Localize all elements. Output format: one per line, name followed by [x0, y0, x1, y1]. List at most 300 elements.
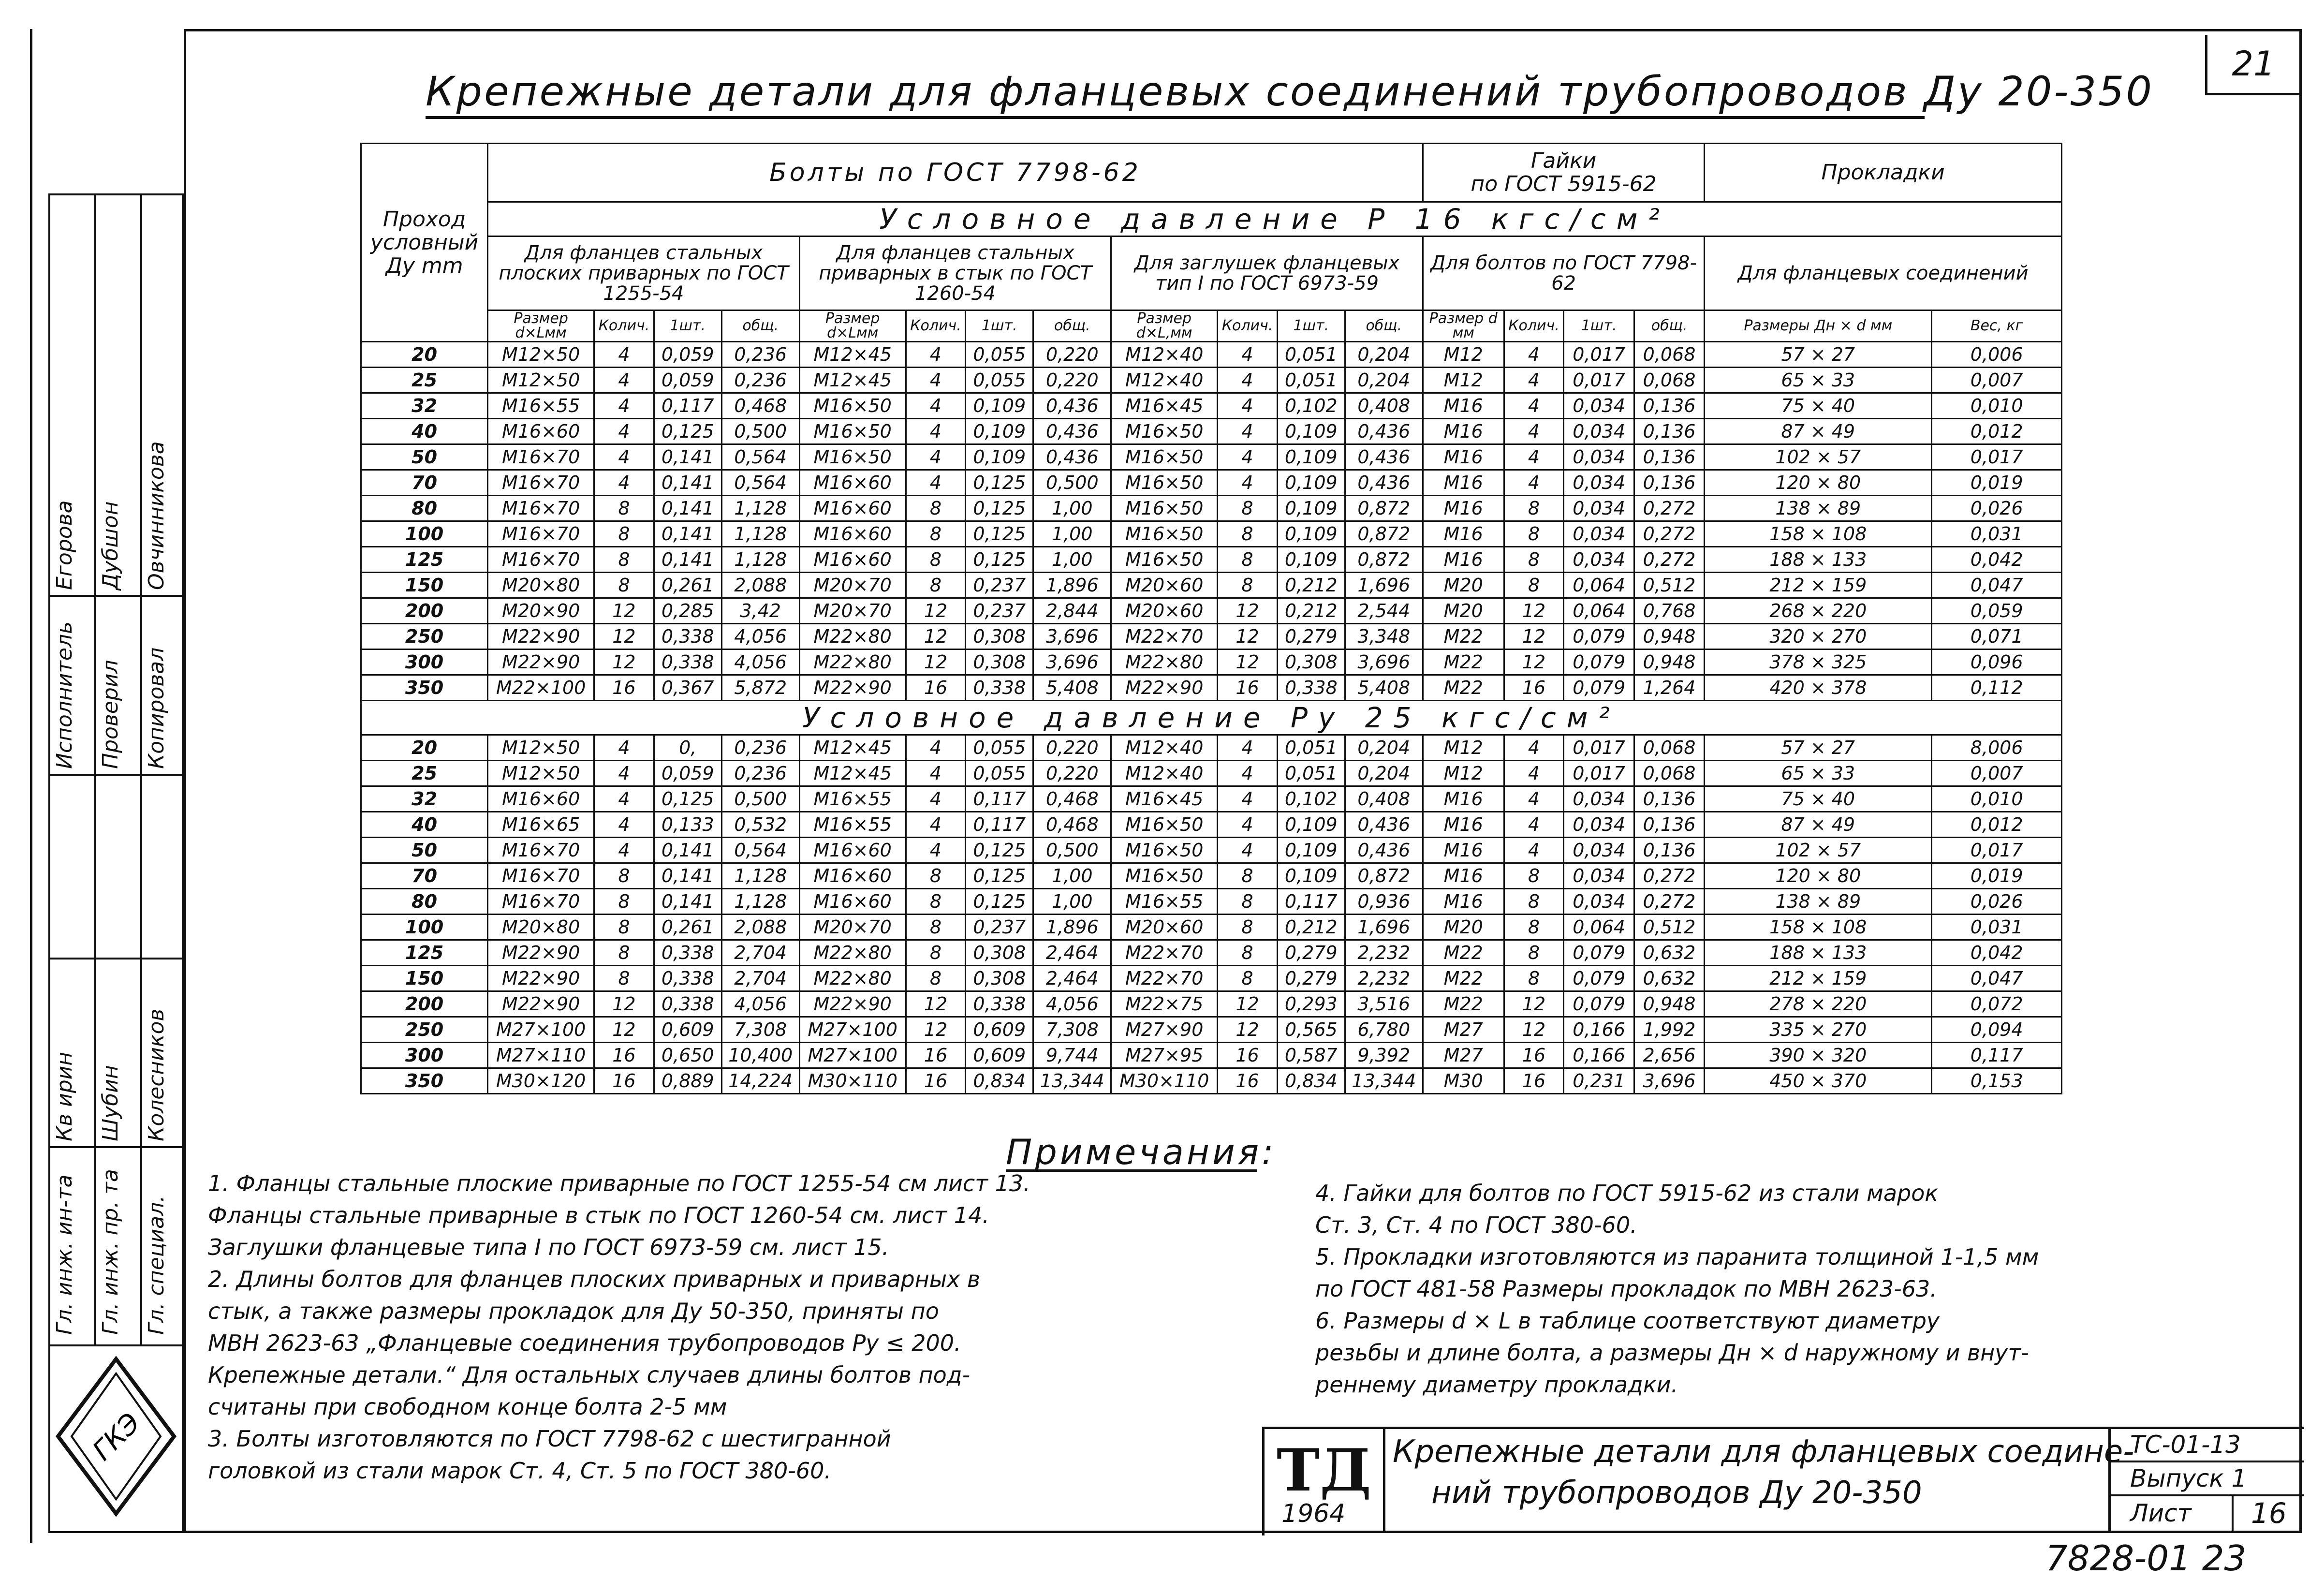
table-cell: 0,500	[721, 786, 799, 812]
table-cell: M16×50	[1111, 470, 1218, 496]
table-cell: 0,019	[1932, 863, 2062, 889]
table-cell: M16×50	[1111, 496, 1218, 521]
year: 1964	[1281, 1499, 1346, 1528]
table-cell: 1,896	[1033, 573, 1111, 598]
table-row	[361, 838, 2062, 863]
table-cell: 300	[361, 1043, 488, 1068]
stamp-role: Проверил	[98, 660, 123, 769]
table-cell: 0,872	[1345, 521, 1423, 547]
table-cell: 3,696	[1345, 649, 1423, 675]
table-cell: 200	[361, 598, 488, 624]
table-cell: 0,017	[1564, 761, 1634, 786]
table-cell: M22×80	[1111, 649, 1218, 675]
table-cell: 13,344	[1033, 1068, 1111, 1094]
table-cell: 4	[906, 393, 966, 419]
table-cell: 4	[1504, 786, 1564, 812]
table-row	[361, 991, 2062, 1017]
table-cell: 0,308	[966, 624, 1033, 649]
table-cell: 0,117	[1932, 1043, 2062, 1068]
table-cell: 0,109	[1277, 812, 1345, 838]
table-cell: 4	[594, 838, 654, 863]
table-cell: 16	[1504, 1043, 1564, 1068]
sheet-number: 21	[2205, 35, 2299, 95]
table-cell: 8	[594, 940, 654, 966]
table-row	[361, 496, 2062, 521]
table-cell: 12	[906, 624, 966, 649]
note-line: реннему диаметру прокладки.	[1315, 1372, 1678, 1398]
table-cell: 0,632	[1634, 966, 1704, 991]
table-cell: 0,338	[654, 649, 721, 675]
table-cell: 1,00	[1033, 863, 1111, 889]
table-cell: 0,068	[1634, 368, 1704, 393]
table-cell: 4	[1504, 419, 1564, 444]
table-cell: 16	[1504, 675, 1564, 701]
table-cell: 4	[906, 470, 966, 496]
table-cell: 4	[1218, 444, 1278, 470]
table-cell: 16	[906, 675, 966, 701]
table-cell: M16	[1423, 444, 1504, 470]
table-cell: 102 × 57	[1705, 838, 1932, 863]
table-cell: 0,338	[966, 675, 1033, 701]
sheet-num: 16	[2251, 1497, 2287, 1530]
table-cell: 0,500	[721, 419, 799, 444]
table-cell: 0,071	[1932, 624, 2062, 649]
table-cell: M22×80	[799, 624, 906, 649]
table-row	[361, 863, 2062, 889]
table-cell: 12	[1504, 991, 1564, 1017]
table-cell: 0,408	[1345, 786, 1423, 812]
table-cell: 12	[1218, 991, 1278, 1017]
table-cell: 0,007	[1932, 761, 2062, 786]
table-row	[361, 1017, 2062, 1043]
table-cell: M12	[1423, 342, 1504, 368]
table-cell: 5,408	[1033, 675, 1111, 701]
table-cell: 0,034	[1564, 444, 1634, 470]
table-cell: 0,012	[1932, 419, 2062, 444]
table-cell: 40	[361, 812, 488, 838]
table-cell: 4	[594, 342, 654, 368]
table-cell: 0,019	[1932, 470, 2062, 496]
table-cell: 4	[594, 368, 654, 393]
table-cell: M16×60	[799, 470, 906, 496]
table-cell: M20×60	[1111, 573, 1218, 598]
table-cell: 65 × 33	[1705, 368, 1932, 393]
table-cell: M30×120	[488, 1068, 594, 1094]
table-cell: 8	[1504, 915, 1564, 940]
table-cell: 212 × 159	[1705, 573, 1932, 598]
table-cell: 2,232	[1345, 940, 1423, 966]
table-cell: 8	[1504, 966, 1564, 991]
table-cell: 0,308	[966, 649, 1033, 675]
weight-pc-col-header: 1шт.	[1277, 310, 1345, 342]
table-cell: M16×60	[488, 419, 594, 444]
table-cell: 0,094	[1932, 1017, 2062, 1043]
table-cell: 4	[906, 812, 966, 838]
table-cell: 0,136	[1634, 470, 1704, 496]
table-cell: 0,136	[1634, 812, 1704, 838]
table-cell: 75 × 40	[1705, 786, 1932, 812]
table-cell: M30	[1423, 1068, 1504, 1094]
table-cell: 0,034	[1564, 470, 1634, 496]
note-line: Заглушки фланцевые типа I по ГОСТ 6973-59 см. лист 15.	[208, 1234, 889, 1260]
table-row	[361, 940, 2062, 966]
table-cell: 0,125	[966, 470, 1033, 496]
table-cell: M16×50	[1111, 547, 1218, 573]
table-cell: 0,261	[654, 915, 721, 940]
table-cell: 0,068	[1634, 761, 1704, 786]
table-cell: 2,704	[721, 940, 799, 966]
table-cell: 2,088	[721, 915, 799, 940]
table-cell: 8	[1218, 915, 1278, 940]
table-cell: 0,936	[1345, 889, 1423, 915]
table-cell: 8	[594, 496, 654, 521]
table-cell: 0,609	[966, 1017, 1033, 1043]
table-cell: 0,109	[966, 419, 1033, 444]
archive-code: 7828-01 23	[2045, 1538, 2247, 1579]
table-row	[361, 444, 2062, 470]
table-cell: 0,125	[966, 863, 1033, 889]
table-cell: 4	[1504, 735, 1564, 761]
table-cell: 0,109	[1277, 863, 1345, 889]
table-cell: 16	[906, 1068, 966, 1094]
table-cell: 3,516	[1345, 991, 1423, 1017]
table-cell: M22×90	[1111, 675, 1218, 701]
table-cell: M16×50	[799, 444, 906, 470]
table-cell: 300	[361, 649, 488, 675]
table-cell: 0,079	[1564, 624, 1634, 649]
table-cell: 0,564	[721, 838, 799, 863]
table-cell: M27×100	[799, 1043, 906, 1068]
table-cell: 2,232	[1345, 966, 1423, 991]
table-cell: M27×110	[488, 1043, 594, 1068]
table-cell: M20×70	[799, 598, 906, 624]
table-cell: M16×60	[799, 838, 906, 863]
table-cell: 0,564	[721, 470, 799, 496]
table-cell: 0,034	[1564, 547, 1634, 573]
table-cell: 8	[594, 889, 654, 915]
table-cell: 0,117	[1277, 889, 1345, 915]
table-cell: 2,544	[1345, 598, 1423, 624]
table-cell: 0,338	[966, 991, 1033, 1017]
table-cell: M12×45	[799, 368, 906, 393]
note-line: головкой из стали марок Ст. 4, Ст. 5 по ГОСТ 380-60.	[208, 1458, 832, 1484]
table-cell: 3,42	[721, 598, 799, 624]
table-cell: M22×70	[1111, 624, 1218, 649]
table-cell: M12×45	[799, 342, 906, 368]
table-cell: M16×50	[1111, 521, 1218, 547]
table-cell: 8	[906, 966, 966, 991]
note-line: считаны при свободном конце болта 2-5 мм	[208, 1394, 727, 1420]
table-cell: 7,308	[721, 1017, 799, 1043]
table-cell: 8	[1504, 547, 1564, 573]
table-cell: 1,128	[721, 863, 799, 889]
table-cell: 4	[906, 419, 966, 444]
table-cell: 8	[594, 966, 654, 991]
table-cell: 50	[361, 838, 488, 863]
table-cell: 350	[361, 675, 488, 701]
table-cell: 0,872	[1345, 863, 1423, 889]
table-cell: 0,948	[1634, 624, 1704, 649]
table-cell: 65 × 33	[1705, 761, 1932, 786]
table-cell: 0,096	[1932, 649, 2062, 675]
table-cell: 32	[361, 786, 488, 812]
table-cell: 0,237	[966, 915, 1033, 940]
title-underline	[426, 116, 1925, 119]
table-cell: M16×55	[488, 393, 594, 419]
table-row	[361, 915, 2062, 940]
table-cell: 0,204	[1345, 342, 1423, 368]
table-cell: 0,055	[966, 735, 1033, 761]
table-cell: 3,696	[1033, 624, 1111, 649]
table-cell: M16×60	[799, 889, 906, 915]
table-cell: 0,012	[1932, 812, 2062, 838]
table-cell: 8,006	[1932, 735, 2062, 761]
organization-logo	[53, 1354, 179, 1519]
table-cell: M12×40	[1111, 368, 1218, 393]
table-cell: 1,992	[1634, 1017, 1704, 1043]
table-cell: 0,109	[1277, 444, 1345, 470]
table-cell: 8	[1504, 889, 1564, 915]
table-cell: 0,153	[1932, 1068, 2062, 1094]
table-cell: 0,109	[1277, 470, 1345, 496]
table-cell: 0,047	[1932, 573, 2062, 598]
table-cell: 0,109	[1277, 496, 1345, 521]
table-cell: M16	[1423, 812, 1504, 838]
table-cell: M16×70	[488, 470, 594, 496]
table-cell: 8	[594, 573, 654, 598]
table-cell: 212 × 159	[1705, 966, 1932, 991]
table-cell: 8	[1218, 889, 1278, 915]
table-cell: M22	[1423, 675, 1504, 701]
qty-col-header: Колич.	[1504, 310, 1564, 342]
table-cell: 8	[906, 940, 966, 966]
table-cell: 0,017	[1564, 735, 1634, 761]
table-cell: 0,042	[1932, 547, 2062, 573]
table-cell: 188 × 133	[1705, 547, 1932, 573]
table-cell: 0,141	[654, 889, 721, 915]
table-cell: 0,125	[966, 547, 1033, 573]
table-cell: 0,564	[721, 444, 799, 470]
table-cell: 0,064	[1564, 573, 1634, 598]
table-cell: 0,059	[1932, 598, 2062, 624]
table-cell: 12	[594, 649, 654, 675]
table-cell: 0,034	[1564, 838, 1634, 863]
table-cell: M16×70	[488, 547, 594, 573]
table-cell: 1,00	[1033, 496, 1111, 521]
table-cell: 0,261	[654, 573, 721, 598]
stamp-role: Копировал	[144, 647, 169, 769]
note-line: по ГОСТ 481-58 Размеры прокладок по МВН 2623-63.	[1315, 1276, 1937, 1302]
table-cell: 0,272	[1634, 496, 1704, 521]
table-cell: M20×70	[799, 915, 906, 940]
table-row	[361, 735, 2062, 761]
table-cell: 0,237	[966, 598, 1033, 624]
table-cell: M12	[1423, 368, 1504, 393]
table-cell: 4	[1504, 368, 1564, 393]
table-cell: 120 × 80	[1705, 863, 1932, 889]
table-cell: 4	[1218, 342, 1278, 368]
table-cell: 0,141	[654, 838, 721, 863]
table-cell: 0,204	[1345, 368, 1423, 393]
table-cell: 12	[906, 598, 966, 624]
table-cell: 0,125	[654, 419, 721, 444]
table-cell: 8	[1504, 940, 1564, 966]
table-cell: M16×70	[488, 863, 594, 889]
table-cell: M27	[1423, 1043, 1504, 1068]
table-cell: 12	[1504, 649, 1564, 675]
table-cell: 4	[594, 444, 654, 470]
table-cell: 4	[906, 761, 966, 786]
table-cell: 0,051	[1277, 761, 1345, 786]
table-cell: M12×40	[1111, 761, 1218, 786]
subheader-flat-flanges: Для фланцев стальных плоских приварных по ГОСТ 1255-54	[488, 236, 800, 310]
gaskets-group-header: Прокладки	[1705, 144, 2062, 202]
table-cell: 0,308	[1277, 649, 1345, 675]
table-row	[361, 573, 2062, 598]
table-cell: 0,064	[1564, 598, 1634, 624]
table-cell: M16×70	[488, 889, 594, 915]
table-cell: 12	[906, 991, 966, 1017]
table-cell: 4,056	[721, 649, 799, 675]
weight-pc-col-header: 1шт.	[1564, 310, 1634, 342]
table-cell: 12	[594, 991, 654, 1017]
table-cell: 0,141	[654, 496, 721, 521]
qty-col-header: Колич.	[1218, 310, 1278, 342]
table-cell: 0,279	[1277, 624, 1345, 649]
table-cell: 125	[361, 940, 488, 966]
table-cell: 40	[361, 419, 488, 444]
table-cell: 250	[361, 624, 488, 649]
pass-header: Проход условный Ду mm	[361, 144, 488, 342]
table-cell: 0,338	[1277, 675, 1345, 701]
table-cell: 0,141	[654, 863, 721, 889]
table-row	[361, 393, 2062, 419]
table-cell: 0,500	[1033, 470, 1111, 496]
table-cell: 57 × 27	[1705, 342, 1932, 368]
table-cell: M16	[1423, 786, 1504, 812]
table-cell: 70	[361, 863, 488, 889]
table-cell: 8	[906, 915, 966, 940]
table-cell: M20×70	[799, 573, 906, 598]
table-cell: 0,236	[721, 761, 799, 786]
table-cell: 0,010	[1932, 393, 2062, 419]
table-cell: 0,212	[1277, 598, 1345, 624]
table-cell: 0,109	[1277, 838, 1345, 863]
table-cell: M16×55	[799, 786, 906, 812]
table-row	[361, 598, 2062, 624]
table-cell: 0,220	[1033, 761, 1111, 786]
table-cell: M22×90	[799, 675, 906, 701]
table-row	[361, 1043, 2062, 1068]
table-cell: 390 × 320	[1705, 1043, 1932, 1068]
table-cell: M22×100	[488, 675, 594, 701]
table-row	[361, 675, 2062, 701]
table-cell: 0,068	[1634, 342, 1704, 368]
table-cell: M22×90	[799, 991, 906, 1017]
table-cell: 0,272	[1634, 889, 1704, 915]
table-cell: 70	[361, 470, 488, 496]
note-line: 1. Фланцы стальные плоские приварные по ГОСТ 1255-54 см лист 13.	[208, 1170, 1030, 1196]
table-cell: 50	[361, 444, 488, 470]
table-cell: M22×70	[1111, 966, 1218, 991]
table-cell: M22×70	[1111, 940, 1218, 966]
table-cell: M16×45	[1111, 393, 1218, 419]
table-cell: M12×50	[488, 735, 594, 761]
table-cell: 0,512	[1634, 573, 1704, 598]
table-cell: 4	[1218, 393, 1278, 419]
table-cell: 0,220	[1033, 368, 1111, 393]
table-cell: M22×90	[488, 991, 594, 1017]
table-cell: 0,034	[1564, 419, 1634, 444]
table-cell: 2,844	[1033, 598, 1111, 624]
table-cell: M20	[1423, 573, 1504, 598]
table-cell: 12	[594, 1017, 654, 1043]
title-block-logo	[1262, 1427, 1385, 1533]
table-cell: M22×90	[488, 624, 594, 649]
table-cell: M22	[1423, 649, 1504, 675]
qty-col-header: Колич.	[594, 310, 654, 342]
table-cell: 16	[594, 1068, 654, 1094]
table-cell: 20	[361, 342, 488, 368]
stamp-role: Гл. специал.	[144, 1195, 169, 1335]
note-line: резьбы и длине болта, а размеры Дн × d наружному и внут-	[1315, 1340, 2029, 1366]
table-cell: 4	[594, 786, 654, 812]
gasket-size-col-header: Размеры Дн × d мм	[1705, 310, 1932, 342]
table-cell: 0,632	[1634, 940, 1704, 966]
table-cell: 0,236	[721, 368, 799, 393]
table-cell: 0,125	[966, 496, 1033, 521]
table-cell: 200	[361, 991, 488, 1017]
table-cell: 150	[361, 573, 488, 598]
table-cell: 0,285	[654, 598, 721, 624]
table-cell: 4	[1504, 470, 1564, 496]
table-row	[361, 649, 2062, 675]
stamp-name: Егорова	[52, 500, 77, 590]
table-cell: 4	[1504, 342, 1564, 368]
table-cell: 4	[594, 735, 654, 761]
table-cell: 4,056	[1033, 991, 1111, 1017]
table-row	[361, 419, 2062, 444]
table-cell: 0,587	[1277, 1043, 1345, 1068]
table-cell: 0,272	[1634, 521, 1704, 547]
stamp-role: Исполнитель	[52, 621, 77, 769]
table-cell: 8	[1218, 573, 1278, 598]
table-cell: 32	[361, 393, 488, 419]
doc-code: ТС-01-13	[2130, 1431, 2241, 1459]
table-cell: M12	[1423, 735, 1504, 761]
table-cell: 7,308	[1033, 1017, 1111, 1043]
table-row	[361, 342, 2062, 368]
table-cell: M27×95	[1111, 1043, 1218, 1068]
table-cell: 12	[1504, 598, 1564, 624]
stamp-name: Колесников	[144, 1008, 169, 1141]
table-cell: 0,064	[1564, 915, 1634, 940]
table-cell: 8	[594, 521, 654, 547]
bolts-group-header: Болты по ГОСТ 7798-62	[488, 144, 1423, 202]
table-cell: 4	[906, 342, 966, 368]
table-cell: M16	[1423, 393, 1504, 419]
note-line: 4. Гайки для болтов по ГОСТ 5915-62 из стали марок	[1315, 1180, 1939, 1206]
table-cell: 0,468	[721, 393, 799, 419]
table-cell: 0,436	[1033, 393, 1111, 419]
weight-pc-col-header: 1шт.	[654, 310, 721, 342]
table-cell: 0,079	[1564, 649, 1634, 675]
table-cell: 0,293	[1277, 991, 1345, 1017]
table-cell: M16×60	[799, 521, 906, 547]
table-cell: 0,034	[1564, 786, 1634, 812]
table-cell: 8	[594, 863, 654, 889]
table-cell: 450 × 370	[1705, 1068, 1932, 1094]
